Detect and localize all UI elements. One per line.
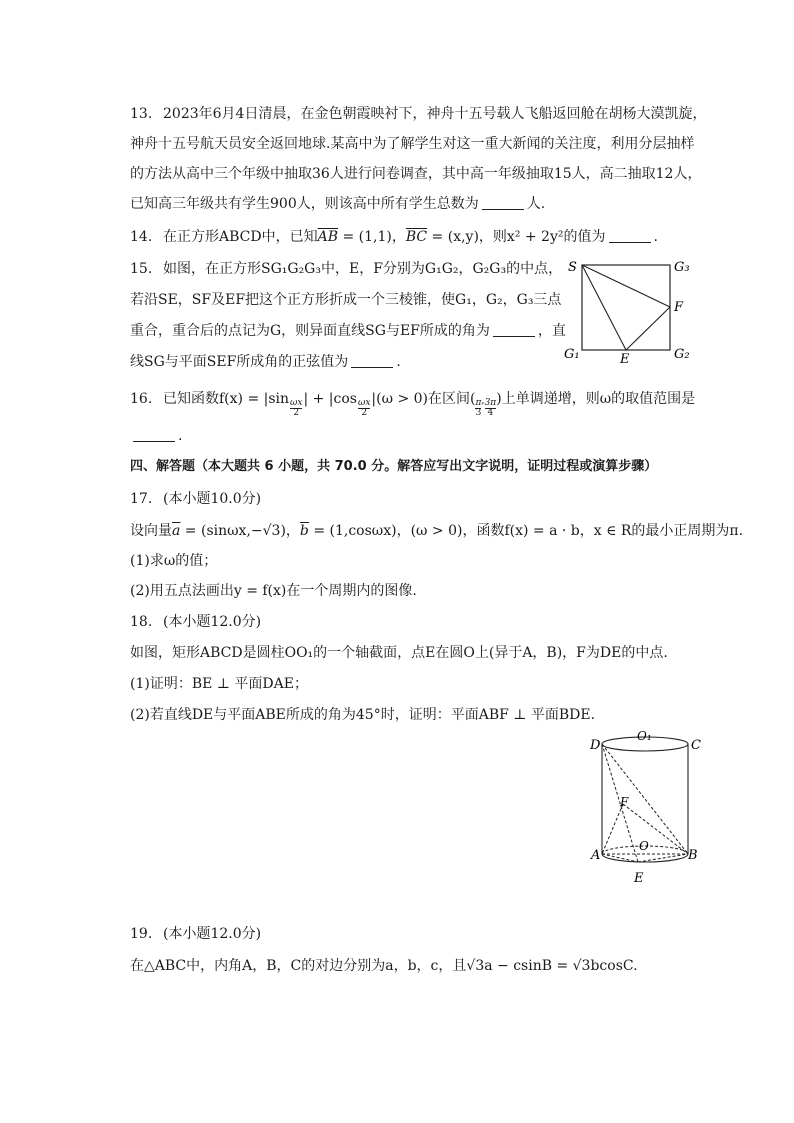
q15-text-3: 重合，重合后的点记为G，则异面直线SG与EF所成的角为 bbox=[130, 323, 490, 339]
q18-part1: (1)证明：BE ⊥ 平面DAE； bbox=[130, 676, 308, 692]
q15-text-2: 若沿SE，SF及EF把这个正方形折成一个三棱锥，使G₁，G₂，G₃三点 bbox=[130, 292, 562, 308]
q14-text-a: 在正方形ABCD中，已知 bbox=[163, 229, 318, 245]
q15-answer-blank-1[interactable] bbox=[493, 322, 535, 337]
label-o: O bbox=[639, 839, 649, 853]
q18-header bbox=[130, 612, 261, 632]
q16-frac2-den: 2 bbox=[361, 408, 368, 418]
q19-score: (本小题12.0分) bbox=[163, 926, 262, 942]
q16-interval-b-num: 3π bbox=[484, 398, 497, 408]
segment-ef bbox=[626, 307, 670, 350]
q14-text-b: = (1,1)， bbox=[338, 229, 406, 245]
q15-number: 15. bbox=[130, 261, 153, 277]
q14-answer-blank[interactable] bbox=[609, 228, 651, 243]
label-g1: G₁ bbox=[564, 347, 580, 362]
q16-line1 bbox=[130, 389, 695, 418]
q16-text-a: 已知函数f(x) = |sin bbox=[163, 391, 290, 407]
label-g2: G₂ bbox=[674, 347, 690, 362]
q16-interval-sep: , bbox=[481, 395, 485, 406]
q16-interval-b bbox=[485, 399, 497, 418]
q16-answer-blank[interactable] bbox=[133, 427, 175, 442]
segment-db bbox=[602, 744, 688, 854]
q13-text-2: 神舟十五号航天员安全返回地球.某高中为了解学生对这一重大新闻的关注度，利用分层抽样 bbox=[130, 136, 695, 152]
q16-frac1-den: 2 bbox=[293, 408, 300, 418]
q17-score: (本小题10.0分) bbox=[163, 491, 262, 507]
q16-line2 bbox=[130, 426, 182, 446]
segment-fa bbox=[602, 804, 623, 854]
q15-text-4: ，直 bbox=[537, 323, 566, 339]
label-d: D bbox=[590, 738, 601, 753]
q14-line bbox=[130, 227, 658, 247]
q14-vector-ab: $\overline{AB}$ bbox=[317, 229, 339, 245]
q13-text-4: 已知高三年级共有学生900人，则该高中所有学生总数为 bbox=[130, 196, 479, 212]
q13-number: 13. bbox=[130, 106, 153, 122]
q16-frac2-num: ωx bbox=[357, 398, 371, 408]
q13-line3 bbox=[130, 164, 701, 184]
q15-text-6: . bbox=[396, 354, 401, 370]
q16-fraction-2 bbox=[358, 399, 370, 418]
q13-line1 bbox=[130, 104, 706, 124]
q15-square-figure bbox=[560, 255, 700, 365]
label-b: B bbox=[688, 848, 698, 863]
q19-header bbox=[130, 924, 261, 944]
q14-text-c: = (x,y)，则x² + 2y²的值为 bbox=[427, 229, 606, 245]
q16-text-end: . bbox=[178, 428, 183, 444]
section-heading: 四、解答题（本大题共 6 小题，共 70.0 分。解答应写出文字说明，证明过程或演算步骤） bbox=[130, 459, 658, 474]
q16-fraction-1 bbox=[290, 399, 302, 418]
label-f: F bbox=[674, 300, 684, 315]
q14-vector-bc: $\overline{BC}$ bbox=[405, 229, 428, 245]
q16-interval-a-den: 3 bbox=[475, 408, 482, 418]
q16-text-b: | + |cos bbox=[303, 391, 357, 407]
q15-line4 bbox=[130, 352, 401, 372]
q13-answer-blank[interactable] bbox=[482, 195, 524, 210]
label-c: C bbox=[691, 738, 701, 753]
square-outline bbox=[582, 265, 670, 350]
q13-line2 bbox=[130, 134, 694, 154]
q18-number: 18. bbox=[130, 614, 153, 630]
label-a: A bbox=[591, 848, 601, 863]
q15-line2 bbox=[130, 290, 561, 310]
q18-part2: (2)若直线DE与平面ABE所成的角为45°时，证明：平面ABF ⊥ 平面BDE. bbox=[130, 707, 596, 723]
q17-part1: (1)求ω的值； bbox=[130, 553, 218, 569]
q14-text-d: . bbox=[653, 229, 658, 245]
label-f: F bbox=[620, 795, 629, 809]
segment-sf bbox=[582, 265, 670, 307]
q16-number: 16. bbox=[130, 391, 153, 407]
q17-stem-a: 设向量 bbox=[130, 523, 172, 539]
q16-text-d: )上单调递增，则ω的取值范围是 bbox=[496, 391, 696, 407]
q17-part2: (2)用五点法画出y = f(x)在一个周期内的图像. bbox=[130, 583, 417, 599]
q16-frac1-num: ωx bbox=[290, 398, 303, 408]
label-e: E bbox=[634, 871, 644, 886]
q15-text-1: 如图，在正方形SG₁G₂G₃中，E，F分别为G₁G₂，G₂G₃的中点， bbox=[163, 261, 563, 277]
q17-header bbox=[130, 489, 261, 509]
label-e: E bbox=[620, 352, 630, 365]
q15-line3 bbox=[130, 321, 566, 341]
q17-stem bbox=[130, 521, 743, 541]
q14-number: 14. bbox=[130, 229, 153, 245]
q16-text-c: |(ω > 0)在区间( bbox=[371, 391, 476, 407]
q15-answer-blank-2[interactable] bbox=[351, 353, 393, 368]
q17-number: 17. bbox=[130, 491, 153, 507]
label-s: S bbox=[568, 260, 577, 275]
q18-score: (本小题12.0分) bbox=[163, 614, 262, 630]
q17-vector-b: $\overline{b}$ bbox=[299, 523, 309, 539]
q15-text-5: 线SG与平面SEF所成角的正弦值为 bbox=[130, 354, 349, 370]
q18-stem: 如图，矩形ABCD是圆柱OO₁的一个轴截面，点E在圆O上(异于A，B)，F为DE的中点. bbox=[130, 645, 668, 661]
q15-line1 bbox=[130, 259, 562, 279]
q13-text-5: 人. bbox=[526, 196, 546, 212]
q17-vector-a: $\overline{a}$ bbox=[172, 523, 181, 539]
label-g3: G₃ bbox=[674, 260, 690, 275]
q13-text-3: 的方法从高中三个年级中抽取36人进行问卷调查，其中高一年级抽取15人，高二抽取12人， bbox=[130, 166, 702, 182]
q17-stem-c: = (1,cosωx)，(ω > 0)，函数f(x) = a · b，x ∈ R的最小正周期为π. bbox=[308, 523, 744, 539]
q13-line4 bbox=[130, 194, 545, 214]
q19-number: 19. bbox=[130, 926, 153, 942]
label-o1: O₁ bbox=[637, 729, 652, 743]
q16-interval-a-num: π bbox=[475, 398, 482, 408]
q17-stem-b: = (sinωx,−√3)， bbox=[180, 523, 300, 539]
q16-interval-b-den: 4 bbox=[487, 408, 494, 418]
q19-stem: 在△ABC中，内角A，B，C的对边分别为a，b，c，且√3a − csinB = √3bcosC. bbox=[130, 958, 638, 974]
q13-text-1: 2023年6月4日清晨，在金色朝霞映衬下，神舟十五号载人飞船返回舱在胡杨大漠凯旋， bbox=[163, 106, 707, 122]
segment-se bbox=[582, 265, 626, 350]
q18-cylinder-figure bbox=[580, 728, 710, 890]
